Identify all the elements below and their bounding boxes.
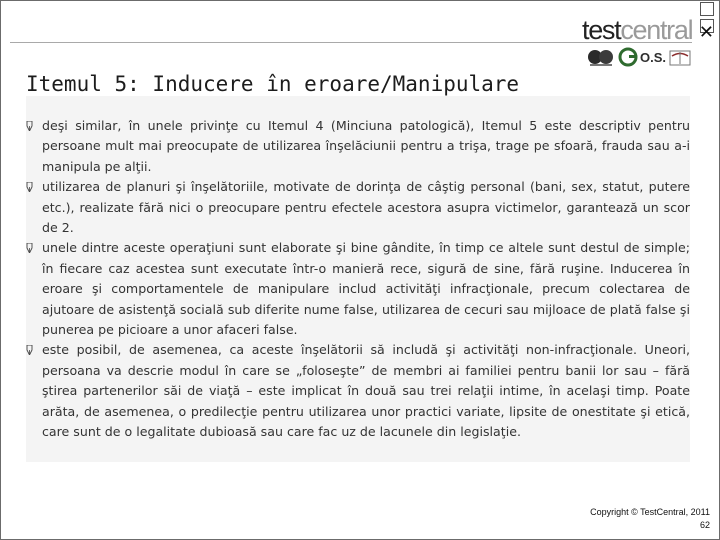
bullet-list bbox=[26, 96, 690, 443]
svg-text:O.S.: O.S. bbox=[640, 50, 667, 65]
footer bbox=[590, 506, 710, 532]
list-item bbox=[26, 177, 690, 238]
close-icon[interactable]: ✕ bbox=[698, 22, 714, 43]
partner-logo-cd-icon bbox=[588, 50, 613, 66]
logo-wordmark bbox=[582, 14, 692, 46]
bullet-text: utilizarea de planuri şi înşelătoriile, motivate de dorinţa de câştig personal (bani, sex, statut, putere etc.), realizate fără nici o preocupare pentru efectele acestora asupra victimelor, garantează un scor de 2. bbox=[42, 179, 690, 236]
partner-logos bbox=[586, 46, 694, 68]
partner-logo-book-icon bbox=[670, 51, 690, 65]
content-panel bbox=[26, 96, 690, 462]
testcentral-logo bbox=[582, 14, 694, 72]
square-outline-icon[interactable] bbox=[700, 2, 714, 16]
pen-nib-icon bbox=[26, 121, 33, 131]
logo-word-test: test bbox=[582, 15, 621, 45]
pen-nib-icon bbox=[26, 345, 33, 355]
logo-word-central: central bbox=[620, 15, 693, 45]
bullet-text: deşi similar, în unele privinţe cu Itemul 4 (Minciuna patologică), Itemul 5 este descriptiv pentru persoane mult mai preocupate de utilizarea înşelăciunii pentru a trişa, trage pe sfoară, frauda sau a-i manipula pe alţii. bbox=[42, 118, 690, 174]
bullet-text: unele dintre aceste operaţiuni sunt elaborate şi bine gândite, în timp ce altele sunt destul de simple; în fiecare caz acestea sunt executate într-o manieră rece, sigură de sine, fără ruşine. Inducerea în eroare şi comportamentele de manipulare includ activităţi infracţionale, precum colectarea de ajutoare de asistenţă socială sub diferite nume false, utilizarea de cecuri sau mijloace de plată false şi punerea pe picioare a unor afaceri false. bbox=[42, 240, 690, 338]
bullet-text: este posibil, de asemenea, ca aceste înşelătorii să includă şi activităţi non-infracţionale. Uneori, persoana va descrie modul în care se „foloseşte” de membri ai familiei pentru banii lor sau – fără ştirea partenerilor săi de viaţă – este implicat în două sau trei relaţii intime, în acelaşi timp. Poate arăta, de asemenea, o predilecţie pentru utilizarea unor practici variate, lipsite de onestitate şi etică, care sunt de o legalitate dubioasă sau care fac uz de lacunele din legislaţie. bbox=[42, 342, 690, 440]
partner-logo-gos-icon bbox=[620, 49, 666, 65]
copyright-text: Copyright © TestCentral, 2011 bbox=[590, 507, 710, 517]
pen-nib-icon bbox=[26, 243, 33, 253]
list-item bbox=[26, 340, 690, 442]
page-title: Itemul 5: Inducere în eroare/Manipulare bbox=[26, 72, 520, 96]
list-item bbox=[26, 238, 690, 340]
list-item bbox=[26, 116, 690, 177]
pen-nib-icon bbox=[26, 182, 33, 192]
page-number: 62 bbox=[699, 520, 710, 530]
